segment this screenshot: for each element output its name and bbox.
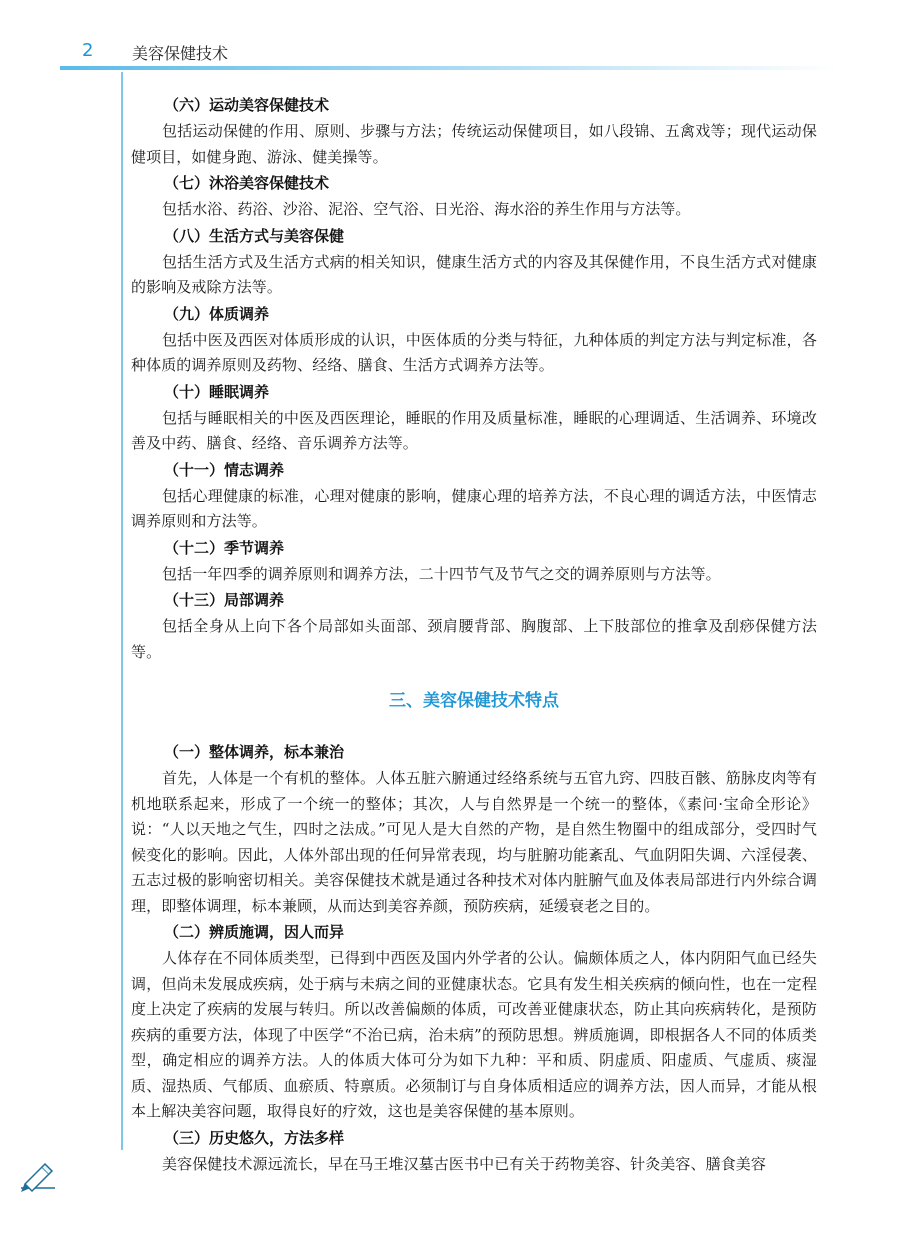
page-body bbox=[131, 92, 817, 1177]
paragraph: 人体存在不同体质类型，已得到中西医及国内外学者的公认。偏颇体质之人，体内阴阳气血已经失调，但尚未发展成疾病，处于病与未病之间的亚健康状态。它具有发生相关疾病的倾向性，也在一定程度上决定了疾病的发展与转归。所以改善偏颇的体质，可改善亚健康状态，防止其向疾病转化，是预防疾病的重要方法，体现了中医学“不治已病，治未病”的预防思想。辨质施调，即根据各人不同的体质类型，确定相应的调养方法。人的体质大体可分为如下九种：平和质、阴虚质、阳虚质、气虚质、痰湿质、湿热质、气郁质、血瘀质、特禀质。必须制订与自身体质相适应的调养方法，因人而异，才能从根本上解决美容问题，取得良好的疗效，这也是美容保健的基本原则。 bbox=[131, 949, 817, 1120]
subsection-heading: （九）体质调养 bbox=[164, 304, 270, 323]
subsection-heading: （三）历史悠久，方法多样 bbox=[164, 1128, 345, 1147]
paragraph: 包括心理健康的标准，心理对健康的影响，健康心理的培养方法，不良心理的调适方法，中医情志调养原则和方法等。 bbox=[131, 486, 817, 530]
page-number: 2 bbox=[82, 40, 94, 61]
paragraph: 包括生活方式及生活方式病的相关知识，健康生活方式的内容及其保健作用，不良生活方式对健康的影响及戒除方法等。 bbox=[131, 252, 817, 296]
subsection-heading: （八）生活方式与美容保健 bbox=[164, 226, 345, 245]
subsection-heading: （七）沐浴美容保健技术 bbox=[164, 174, 330, 192]
pen-icon bbox=[18, 1162, 60, 1196]
paragraph: 包括与睡眠相关的中医及西医理论，睡眠的作用及质量标准，睡眠的心理调适、生活调养、环境改善及中药、膳食、经络、音乐调养方法等。 bbox=[131, 408, 817, 452]
paragraph: 首先，人体是一个有机的整体。人体五脏六腑通过经络系统与五官九窍、四肢百骸、筋脉皮肉等有机地联系起来，形成了一个统一的整体；其次，人与自然界是一个统一的整体，《素问·宝命全形论》说：“人以天地之气生，四时之法成。”可见人是大自然的产物，是自然生物圈中的组成部分，受四时气候变化的影响。因此，人体外部出现的任何异常表现，均与脏腑功能紊乱、气血阴阳失调、六淫侵袭、五志过极的影响密切相关。美容保健技术就是通过各种技术对体内脏腑气血及体表局部进行内外综合调理，即整体调理，标本兼顾，从而达到美容养颜，预防疾病，延缓衰老之目的。 bbox=[131, 769, 817, 915]
subsection-heading: （十一）情志调养 bbox=[164, 460, 285, 479]
page-header bbox=[0, 0, 900, 70]
subsection-heading: （十二）季节调养 bbox=[164, 538, 285, 557]
subsection-heading: （十）睡眠调养 bbox=[164, 382, 270, 401]
subsection-heading: （二）辨质施调，因人而异 bbox=[164, 923, 345, 941]
header-rule bbox=[60, 66, 840, 70]
paragraph: 包括运动保健的作用、原则、步骤与方法；传统运动保健项目，如八段锦、五禽戏等；现代运动保健项目，如健身跑、游泳、健美操等。 bbox=[131, 122, 817, 166]
paragraph: 包括一年四季的调养原则和调养方法，二十四节气及节气之交的调养原则与方法等。 bbox=[162, 564, 721, 583]
paragraph: 包括中医及西医对体质形成的认识，中医体质的分类与特征，九种体质的判定方法与判定标准，各种体质的调养原则及药物、经络、膳食、生活方式调养方法等。 bbox=[131, 330, 817, 374]
paragraph: 包括水浴、药浴、沙浴、泥浴、空气浴、日光浴、海水浴的养生作用与方法等。 bbox=[162, 200, 691, 218]
running-title: 美容保健技术 bbox=[132, 44, 229, 63]
subsection-heading: （六）运动美容保健技术 bbox=[164, 96, 330, 114]
paragraph: 包括全身从上向下各个局部如头面部、颈肩腰背部、胸腹部、上下肢部位的推拿及刮痧保健方法等。 bbox=[131, 617, 817, 661]
section-heading: 三、美容保健技术特点 bbox=[389, 691, 559, 711]
subsection-heading: （一）整体调养，标本兼治 bbox=[164, 743, 345, 761]
left-margin-rule bbox=[121, 72, 123, 1150]
paragraph: 美容保健技术源远流长，早在马王堆汉墓古医书中已有关于药物美容、针灸美容、膳食美容 bbox=[162, 1154, 767, 1173]
subsection-heading: （十三）局部调养 bbox=[164, 591, 285, 609]
